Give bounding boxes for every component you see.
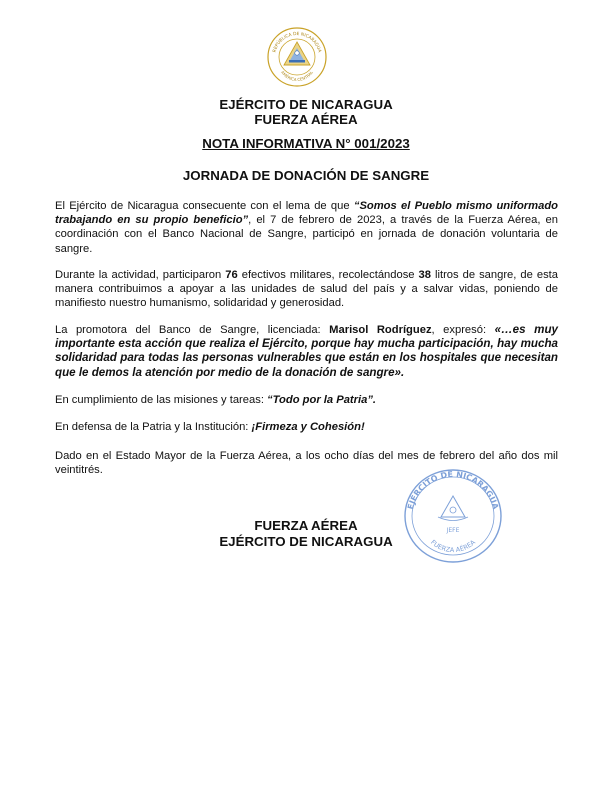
promoter-quote: «…es muy importante esta acción que realiza el Ejército, porque hay mucha participación, hay mucha solidaridad para todas las personas vulnerables que están en los hospitales que necesitan que le demos la atención por medio de la donación de sangre».: [55, 323, 558, 379]
paragraph-defense: [55, 420, 558, 434]
defense-motto: ¡Firmeza y Cohesión!: [251, 421, 365, 433]
signature-army: EJÉRCITO DE NICARAGUA: [219, 534, 393, 549]
participants-count: 76: [225, 269, 238, 281]
official-stamp-icon: [398, 466, 508, 566]
paragraph-activity-text-c: litros de sangre, de esta manera contribuimos a apoyar a las unidades de salud del país y a salvar vidas, poniendo de manifiesto nuestro humanismo, solidaridad y generosidad.: [55, 269, 558, 310]
paragraph-defense-text: En defensa de la Patria y la Institución:: [55, 421, 252, 433]
paragraph-activity-text-b: efectivos militares, recolectándose: [237, 269, 419, 281]
paragraph-dated: Dado en el Estado Mayor de la Fuerza Aérea, a los ocho días del mes de febrero del año dos mil veintitrés.: [55, 450, 558, 477]
svg-text:EJÉRCITO DE NICARAGUA: EJÉRCITO DE NICARAGUA: [405, 469, 501, 511]
motto-quote: “Somos el Pueblo mismo uniformado trabajando en su propio beneficio”: [55, 200, 558, 227]
svg-text:AMÉRICA CENTRAL: AMÉRICA CENTRAL: [280, 69, 314, 83]
issuer-line-airforce: FUERZA AÉREA: [254, 112, 358, 127]
paragraph-intro-text-b: , el 7 de febrero de 2023, a través de la Fuerza Aérea, en coordinación con el Banco Nacional de Sangre, participó en jornada de donación voluntaria de sangre.: [55, 214, 558, 255]
paragraph-activity-text-a: Durante la actividad, participaron: [55, 269, 226, 281]
paragraph-mission: [55, 393, 558, 407]
signature-airforce: FUERZA AÉREA: [254, 518, 358, 533]
paragraph-quote: [55, 323, 558, 380]
paragraph-mission-text: En cumplimiento de las misiones y tareas:: [55, 394, 268, 406]
nicaragua-coat-of-arms-icon: [266, 26, 328, 88]
mission-motto: “Todo por la Patria”.: [267, 394, 377, 406]
issuer-line-army: EJÉRCITO DE NICARAGUA: [219, 97, 393, 112]
svg-text:JEFE: JEFE: [446, 527, 460, 534]
promoter-name: Marisol Rodríguez: [329, 324, 432, 336]
document-number-text: NOTA INFORMATIVA N° 001/2023: [202, 136, 410, 151]
paragraph-activity: [55, 268, 558, 311]
svg-text:FUERZA AÉREA: FUERZA AÉREA: [429, 538, 477, 555]
paragraph-quote-text-a: La promotora del Banco de Sangre, licenciada:: [55, 324, 330, 336]
liters-count: 38: [418, 269, 431, 281]
document-number: [0, 136, 612, 152]
paragraph-intro-text-a: El Ejército de Nicaragua consecuente con el lema de que: [55, 200, 354, 212]
svg-text:REPÚBLICA DE NICARAGUA: REPÚBLICA DE NICARAGUA: [272, 31, 322, 54]
document-title: JORNADA DE DONACIÓN DE SANGRE: [182, 168, 430, 183]
paragraph-quote-text-b: , expresó:: [431, 324, 495, 336]
paragraph-intro: [55, 199, 558, 256]
